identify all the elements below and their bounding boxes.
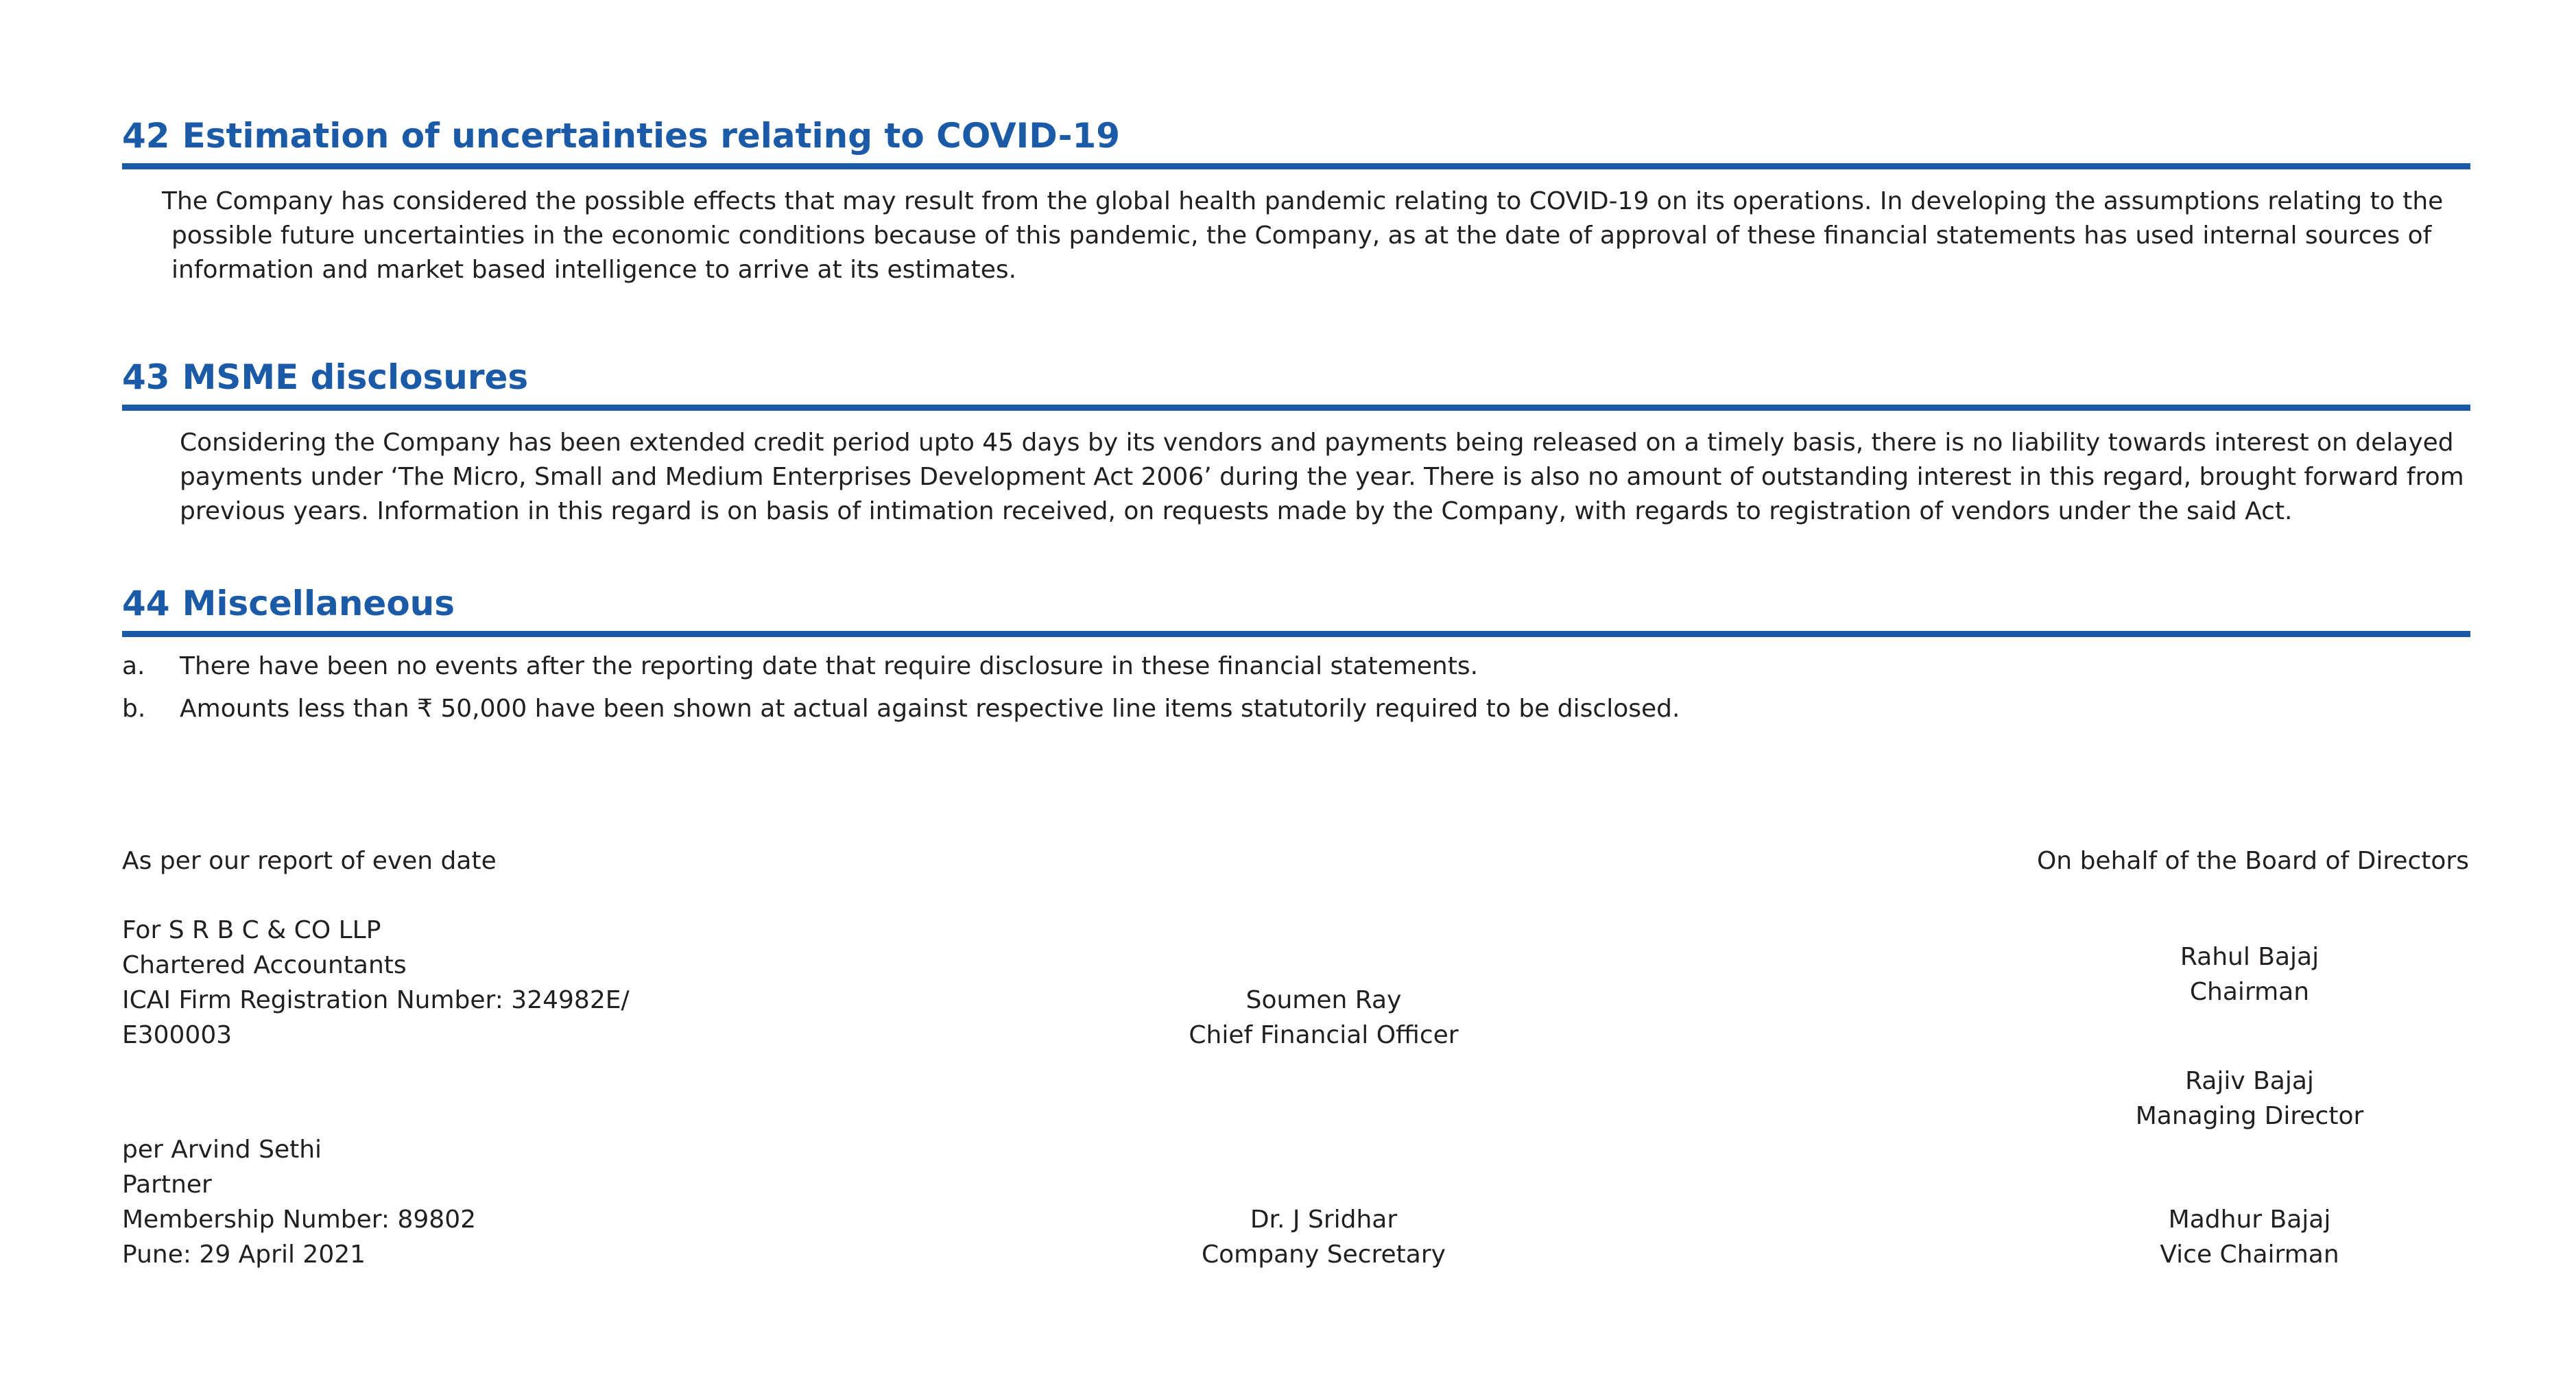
secretary-name: Dr. J Sridhar — [1250, 1206, 1398, 1234]
director-name: Rajiv Bajaj — [2185, 1067, 2314, 1095]
director-signature — [2044, 1202, 2455, 1272]
section-number: 42 — [122, 116, 170, 156]
section-44 — [122, 583, 2470, 726]
section-heading — [122, 115, 2470, 169]
partner-name: per Arvind Sethi — [122, 1136, 322, 1164]
firm-name: For S R B C & CO LLP — [122, 916, 381, 944]
board-heading: On behalf of the Board of Directors — [2036, 847, 2469, 875]
firm-registration-cont: E300003 — [122, 1021, 232, 1049]
secretary-role: Company Secretary — [1202, 1241, 1446, 1269]
section-title: MSME disclosures — [182, 357, 529, 397]
board-header — [2037, 843, 2469, 878]
list-item — [122, 649, 2470, 684]
director-signature — [2044, 939, 2455, 1009]
section-number: 43 — [122, 357, 170, 397]
section-heading — [122, 583, 2470, 637]
list-text: Amounts less than ₹ 50,000 have been shown at actual against respective line items statutorily required to be disclosed. — [180, 695, 1680, 723]
cfo-name: Soumen Ray — [1245, 986, 1402, 1014]
misc-list — [122, 649, 2470, 726]
director-name: Madhur Bajaj — [2168, 1206, 2331, 1234]
director-name: Rahul Bajaj — [2180, 943, 2319, 971]
section-title: Miscellaneous — [182, 584, 455, 623]
partner-block — [122, 1132, 476, 1272]
section-42 — [122, 115, 2470, 287]
firm-registration: ICAI Firm Registration Number: 324982E/ — [122, 986, 630, 1014]
report-reference: As per our report of even date — [122, 847, 497, 875]
list-marker: b. — [122, 695, 146, 723]
section-number: 44 — [122, 584, 170, 623]
place-date: Pune: 29 April 2021 — [122, 1241, 366, 1269]
cfo-role: Chief Financial Officer — [1189, 1021, 1459, 1049]
director-role: Vice Chairman — [2160, 1241, 2339, 1269]
secretary-signature — [1118, 1202, 1529, 1272]
director-role: Managing Director — [2135, 1102, 2364, 1130]
cfo-signature — [1118, 983, 1529, 1053]
firm-type: Chartered Accountants — [122, 951, 407, 979]
director-role: Chairman — [2189, 978, 2310, 1006]
auditor-header — [122, 843, 497, 878]
director-signature — [2044, 1064, 2455, 1134]
list-item — [122, 692, 2470, 726]
partner-membership: Membership Number: 89802 — [122, 1206, 477, 1234]
section-paragraph: Considering the Company has been extended credit period upto 45 days by its vendors and payments being released on a timely basis, there is no liability towards interest on delayed payments under ‘The Micro, Small and Medium Enterprises Development Act 2006’ during the year. There is also no amount of outstanding interest in this regard, brought forward from previous years. Information in this regard is on basis of intimation received, on requests made by the Company, with regards to registration of vendors under the said Act. — [180, 429, 2464, 525]
section-paragraph: The Company has considered the possible effects that may result from the global health pandemic relating to COVID-19 on its operations. In developing the assumptions relating to the possible future uncertainties in the economic conditions because of this pandemic, the Company, as at the date of approval of these financial statements has used internal sources of information and market based intelligence to arrive at its estimates. — [162, 187, 2444, 284]
section-43 — [122, 357, 2470, 529]
partner-role: Partner — [122, 1171, 212, 1199]
section-heading — [122, 357, 2470, 411]
list-text: There have been no events after the reporting date that require disclosure in these financial statements. — [180, 652, 1479, 680]
auditor-firm-block — [122, 913, 630, 1053]
list-marker: a. — [122, 652, 145, 680]
section-title: Estimation of uncertainties relating to COVID-19 — [182, 116, 1121, 156]
